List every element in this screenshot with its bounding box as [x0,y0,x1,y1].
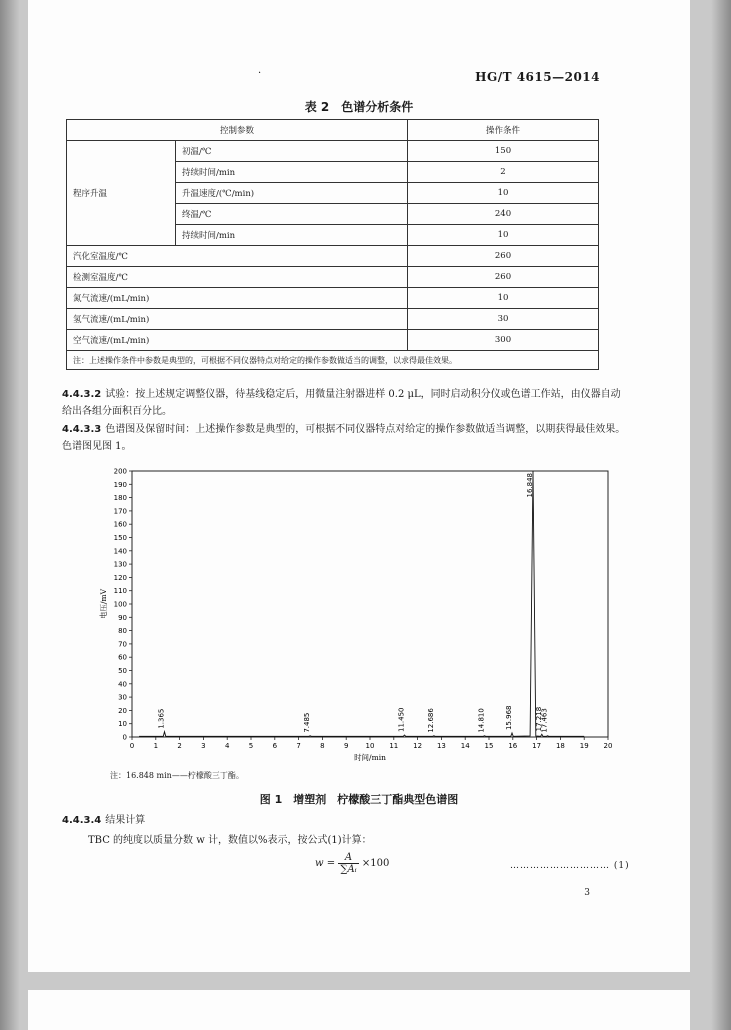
y-tick-label: 100 [113,600,127,609]
row-label: 氮气流速/(mL/min) [67,288,408,309]
table-note-row [67,351,599,370]
section-number: 4.4.3.2 [62,389,102,400]
table-row [67,288,599,309]
figure-caption: 图 1 增塑剂 柠檬酸三丁酯典型色谱图 [259,793,459,806]
x-tick-label: 10 [365,742,375,750]
sub-row-label: 升温速度/(℃/min) [176,183,408,204]
sub-row-label: 终温/℃ [176,204,408,225]
formula-fraction [338,852,358,875]
table-note: 注：上述操作条件中参数是典型的，可根据不同仪器特点对给定的操作参数做适当的调整，以求得最佳效果。 [67,351,599,370]
y-tick-label: 110 [113,587,127,596]
paragraph-4433 [62,421,628,455]
peak-label: 16.848 [525,473,534,498]
equation-label: (1) [613,861,630,871]
paragraph-tbc: TBC 的纯度以质量分数 w 计，数值以%表示，按公式(1)计算： [88,835,372,846]
x-tick-label: 9 [343,742,349,750]
x-tick-label: 12 [413,742,423,750]
next-page [28,990,690,1030]
formula-numerator: A [338,852,358,864]
y-tick-label: 60 [118,653,127,662]
section-text: 试验：按上述规定调整仪器，待基线稳定后，用微量注射器进样 0.2 μL，同时启动积分仪或色谱工作站，由仪器自动给出各组分面积百分比。 [62,389,621,417]
chromatogram-trace [139,471,584,736]
x-axis-label: 时间/min [354,753,386,762]
peak-label: 14.810 [477,708,486,733]
peak-label: 11.450 [397,707,406,733]
peak-label: 1.365 [157,708,166,729]
row-label: 空气流速/(mL/min) [67,330,408,351]
table-row [67,246,599,267]
document-page [28,0,690,972]
sub-row-value: 10 [408,183,599,204]
sub-row-value: 10 [408,225,599,246]
x-tick-label: 14 [460,742,470,750]
group-label: 程序升温 [67,141,176,246]
sub-row-value: 150 [408,141,599,162]
peak-label: 15.968 [505,705,514,731]
header-cond: 操作条件 [408,120,599,141]
x-tick-label: 11 [389,742,399,750]
equation-number [510,861,630,871]
header-dot: · [258,68,262,79]
x-tick-label: 0 [129,742,135,750]
x-tick-label: 1 [153,742,159,750]
y-tick-label: 0 [122,733,127,742]
y-tick-label: 170 [113,507,127,516]
x-tick-label: 8 [320,742,325,750]
y-tick-label: 90 [118,613,127,622]
row-label: 氢气流速/(mL/min) [67,309,408,330]
row-label: 汽化室温度/℃ [67,246,408,267]
sub-row-value: 240 [408,204,599,225]
table-row [67,330,599,351]
y-tick-label: 50 [118,667,127,675]
table-row [67,141,599,162]
x-tick-label: 4 [224,742,230,750]
y-tick-label: 20 [118,706,127,715]
x-tick-label: 6 [272,742,278,750]
chromatography-conditions-table [66,119,599,370]
row-value: 30 [408,309,599,330]
standard-number: HG/T 4615—2014 [475,70,600,84]
header-param: 控制参数 [67,120,408,141]
row-value: 300 [408,330,599,351]
section-text: 结果计算 [105,815,146,826]
peak-label: 17.218 [534,706,543,732]
formula-1 [315,852,389,875]
formula-denominator: ∑Aᵢ [340,864,357,875]
sub-row-label: 初温/℃ [176,141,408,162]
x-tick-label: 19 [579,742,589,750]
x-tick-label: 18 [555,742,565,750]
y-tick-label: 190 [113,480,127,489]
x-tick-label: 7 [296,742,301,750]
row-value: 10 [408,288,599,309]
section-text: 色谱图及保留时间：上述操作参数是典型的，可根据不同仪器特点对给定的操作参数做适当调整，以期获得最佳效果。色谱图见图 1。 [62,424,626,452]
chromatogram-svg [98,463,628,773]
y-tick-label: 10 [118,720,127,729]
y-tick-label: 150 [113,534,127,542]
y-tick-label: 70 [118,640,127,649]
section-number: 4.4.3.4 [62,815,102,826]
plot-frame [132,471,608,737]
table-row [67,309,599,330]
paragraph-4434 [62,812,628,829]
x-tick-label: 15 [484,742,494,750]
row-value: 260 [408,246,599,267]
peak-label: 12.686 [426,708,435,733]
x-tick-label: 16 [508,742,518,750]
row-label: 检测室温度/℃ [67,267,408,288]
x-tick-label: 3 [201,742,206,750]
y-tick-label: 160 [113,520,127,529]
table-title: 表 2 色谱分析条件 [304,100,414,114]
y-tick-label: 130 [113,560,127,569]
row-value: 260 [408,267,599,288]
x-tick-label: 17 [532,742,542,750]
sub-row-value: 2 [408,162,599,183]
section-number: 4.4.3.3 [62,424,102,435]
equation-dots: ………………………… [510,861,610,871]
table-row [67,267,599,288]
formula-lhs: w = [315,858,336,869]
y-tick-label: 200 [113,467,127,476]
sub-row-label: 持续时间/min [176,225,408,246]
x-tick-label: 13 [436,742,446,750]
sub-row-label: 持续时间/min [176,162,408,183]
peak-label: 17.463 [540,708,549,733]
y-tick-label: 180 [113,494,127,503]
y-tick-label: 140 [113,547,127,556]
paragraph-4432 [62,386,628,420]
chart-note: 注：16.848 min——柠檬酸三丁酯。 [110,771,244,780]
page-number: 3 [584,888,590,898]
y-tick-label: 120 [113,573,127,582]
x-tick-label: 5 [248,742,254,750]
y-tick-label: 40 [118,680,127,689]
chromatogram-chart [98,463,628,773]
x-tick-label: 20 [603,742,613,750]
y-axis-label: 电压/mV [99,588,108,620]
table-header-row [67,120,599,141]
peak-label: 7.485 [303,712,312,733]
y-tick-label: 30 [118,693,127,702]
x-tick-label: 2 [177,742,182,750]
formula-rhs: ×100 [361,858,390,869]
y-tick-label: 80 [118,627,127,636]
